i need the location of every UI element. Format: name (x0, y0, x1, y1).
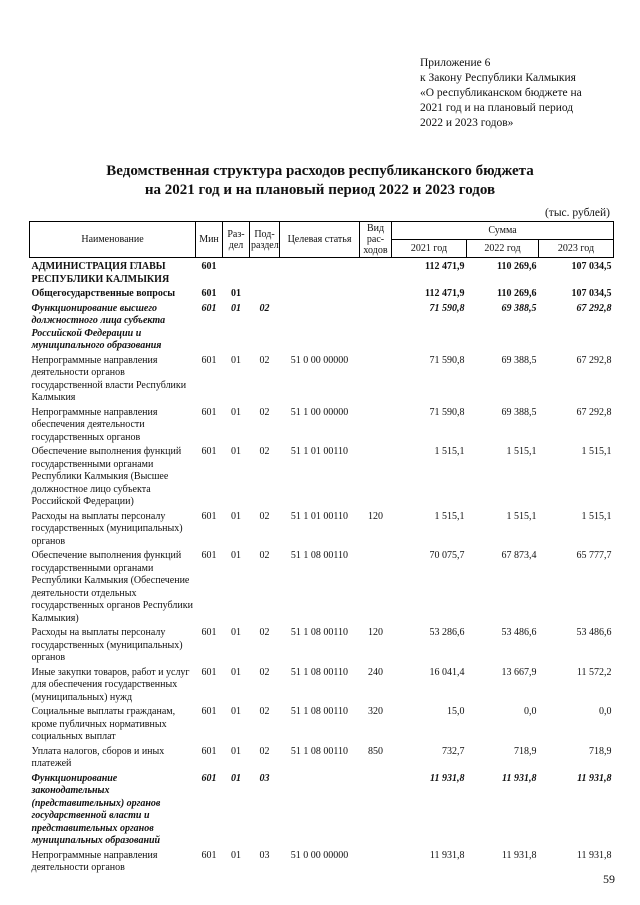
table-row (30, 445, 614, 510)
table-row (30, 302, 614, 354)
cell-razdel: 01 (231, 446, 241, 457)
cell-target: 51 1 08 00110 (290, 627, 349, 638)
header-vid: Вид рас-ходов (360, 222, 392, 258)
table-row (30, 287, 614, 302)
cell-2021: 1 515,1 (434, 510, 465, 522)
header-name: Наименование (30, 222, 196, 258)
cell-vid: 120 (368, 627, 383, 638)
cell-name: Обеспечение выполнения функций государственными органами Республики Калмыкия (Высшее должностное лицо субъекта Российской Федерации) (31, 446, 182, 507)
cell-target: 51 1 08 00110 (290, 745, 349, 757)
cell-min: 601 (201, 550, 217, 561)
cell-vid: 240 (368, 666, 383, 678)
cell-2021: 1 515,1 (434, 446, 465, 457)
cell-target: 51 0 00 00000 (290, 354, 349, 366)
cell-vid (360, 445, 392, 510)
cell-target: 51 1 08 00110 (290, 550, 349, 561)
cell-razdel: 01 (231, 288, 241, 299)
cell-name: АДМИНИСТРАЦИЯ ГЛАВЫ РЕСПУБЛИКИ КАЛМЫКИЯ (31, 261, 170, 285)
cell-2023: 718,9 (589, 745, 612, 757)
cell-name: Непрограммные направления деятельности органов государственной власти Республики Калмыкия (31, 354, 187, 403)
cell-2021: 112 471,9 (425, 261, 465, 272)
appendix-line: 2021 год и на плановый период (420, 102, 574, 114)
cell-2022: 53 486,6 (501, 627, 537, 638)
cell-podrazdel: 03 (259, 849, 270, 861)
appendix-line: «О республиканском бюджете на (420, 87, 582, 99)
cell-razdel: 01 (231, 745, 241, 757)
cell-name: Расходы на выплаты персоналу государственных (муниципальных) органов (31, 627, 183, 663)
cell-2023: 65 777,7 (576, 550, 612, 561)
cell-name: Расходы на выплаты персоналу государственных (муниципальных) органов (31, 510, 183, 547)
table-row (30, 745, 614, 772)
cell-2022: 67 873,4 (501, 550, 537, 561)
cell-2023: 53 486,6 (576, 627, 612, 638)
cell-2023: 67 292,8 (576, 406, 612, 418)
table-row (30, 772, 614, 849)
cell-2023: 67 292,8 (576, 354, 612, 366)
cell-2023: 0,0 (599, 706, 612, 717)
cell-2022: 0,0 (524, 706, 537, 717)
cell-podrazdel: 02 (259, 406, 270, 418)
cell-2022: 69 388,5 (501, 406, 537, 418)
cell-razdel: 01 (231, 627, 241, 638)
cell-razdel: 01 (231, 849, 241, 861)
cell-min: 601 (201, 627, 217, 638)
cell-target: 51 1 00 00000 (290, 406, 349, 418)
header-min: Мин (196, 222, 223, 258)
cell-2023: 11 931,8 (576, 849, 612, 861)
cell-podrazdel: 02 (259, 550, 270, 561)
cell-name: Непрограммные направления деятельности органов (31, 849, 158, 873)
cell-2023: 1 515,1 (581, 510, 612, 522)
header-2023: 2023 год (539, 240, 614, 258)
cell-razdel: 01 (231, 406, 241, 418)
appendix-line: Приложение 6 (420, 57, 491, 69)
cell-2023: 1 515,1 (581, 446, 612, 457)
cell-2021: 70 075,7 (429, 550, 465, 561)
cell-min: 601 (201, 302, 217, 314)
cell-min: 601 (201, 849, 217, 861)
header-target: Целевая статья (280, 222, 360, 258)
cell-2021: 71 590,8 (429, 302, 465, 314)
cell-razdel: 01 (231, 772, 241, 784)
cell-2021: 11 931,8 (430, 772, 465, 784)
table-row (30, 406, 614, 446)
cell-target: 51 0 00 00000 (290, 849, 349, 861)
cell-2022: 718,9 (514, 745, 537, 757)
cell-target: 51 1 01 00110 (290, 510, 349, 522)
cell-2022: 1 515,1 (506, 446, 537, 457)
appendix-line: к Закону Республики Калмыкия (420, 72, 576, 84)
table-row (30, 626, 614, 666)
cell-razdel: 01 (231, 666, 241, 678)
cell-2023: 107 034,5 (571, 261, 612, 272)
cell-min: 601 (201, 510, 217, 522)
cell-vid (360, 354, 392, 406)
cell-vid (360, 258, 392, 288)
budget-table (29, 221, 614, 876)
cell-2023: 67 292,8 (576, 302, 612, 314)
cell-podrazdel: 02 (259, 627, 270, 638)
table-row (30, 666, 614, 706)
cell-min: 601 (201, 406, 217, 418)
cell-vid (360, 772, 392, 849)
table-body (30, 258, 614, 876)
cell-podrazdel: 02 (259, 446, 270, 457)
cell-2021: 53 286,6 (429, 627, 465, 638)
cell-2023: 107 034,5 (571, 288, 612, 299)
cell-podrazdel: 02 (259, 510, 270, 522)
cell-target (280, 302, 360, 354)
cell-min: 601 (201, 288, 217, 299)
cell-vid (360, 549, 392, 626)
cell-min: 601 (201, 261, 217, 272)
cell-vid: 320 (368, 706, 383, 717)
cell-min: 601 (201, 745, 217, 757)
cell-podrazdel (250, 287, 280, 302)
cell-min: 601 (201, 446, 217, 457)
cell-name: Уплата налогов, сборов и иных платежей (31, 745, 165, 769)
cell-2022: 110 269,6 (497, 261, 537, 272)
cell-2021: 15,0 (447, 706, 465, 717)
table-row (30, 354, 614, 406)
cell-vid (360, 287, 392, 302)
cell-2022: 13 667,9 (501, 666, 537, 678)
cell-podrazdel: 02 (259, 354, 270, 366)
cell-vid: 120 (368, 510, 383, 522)
cell-2022: 69 388,5 (501, 354, 537, 366)
cell-2021: 16 041,4 (429, 666, 465, 678)
appendix-line: 2022 и 2023 годов» (420, 117, 514, 129)
cell-razdel: 01 (231, 550, 241, 561)
cell-name: Социальные выплаты гражданам, кроме публичных нормативных социальных выплат (31, 706, 176, 742)
cell-target (280, 258, 360, 288)
cell-2021: 732,7 (442, 745, 465, 757)
cell-razdel: 01 (231, 302, 241, 314)
cell-razdel: 01 (231, 510, 241, 522)
cell-target: 51 1 08 00110 (290, 706, 349, 717)
cell-name: Иные закупки товаров, работ и услуг для обеспечения государственных (муниципальных) нужд (31, 666, 190, 703)
cell-2021: 11 931,8 (429, 849, 465, 861)
cell-name: Непрограммные направления обеспечения деятельности государственных органов (31, 406, 158, 443)
table-row (30, 849, 614, 876)
title-line: Ведомственная структура расходов республиканского бюджета (106, 163, 534, 179)
header-razdel: Раз-дел (223, 222, 250, 258)
table-row (30, 258, 614, 288)
cell-target: 51 1 01 00110 (290, 446, 349, 457)
cell-2023: 11 931,8 (577, 772, 612, 784)
cell-podrazdel (250, 258, 280, 288)
cell-name: Функционирование высшего должностного лица субъекта Российской Федерации и муниципального образования (31, 302, 166, 351)
cell-name: Обеспечение выполнения функций государственными органами Республики Калмыкия (Обеспечение деятельности отдельных государственных органов Республики Калмыкия) (31, 550, 193, 624)
cell-podrazdel: 02 (259, 745, 270, 757)
cell-2022: 11 931,8 (501, 849, 537, 861)
cell-podrazdel: 02 (259, 302, 270, 314)
header-sum: Сумма (392, 222, 614, 240)
cell-2021: 71 590,8 (429, 354, 465, 366)
cell-2023: 11 572,2 (576, 666, 612, 678)
cell-target (280, 772, 360, 849)
cell-target: 51 1 08 00110 (290, 666, 349, 678)
table-row (30, 705, 614, 745)
cell-min: 601 (201, 354, 217, 366)
cell-target (280, 287, 360, 302)
cell-2021: 71 590,8 (429, 406, 465, 418)
cell-vid (360, 406, 392, 446)
table-row (30, 510, 614, 550)
cell-razdel: 01 (231, 354, 241, 366)
cell-min: 601 (201, 666, 217, 678)
cell-razdel: 01 (231, 706, 241, 717)
cell-razdel (223, 258, 250, 288)
page-number: 59 (603, 872, 615, 886)
cell-vid (360, 849, 392, 876)
cell-podrazdel: 02 (259, 706, 270, 717)
title-line: на 2021 год и на плановый период 2022 и 2023 годов (144, 182, 496, 198)
cell-podrazdel: 03 (259, 772, 270, 784)
cell-2021: 112 471,9 (425, 288, 465, 299)
document-title (20, 162, 620, 200)
header-2022: 2022 год (467, 240, 539, 258)
cell-2022: 11 931,8 (502, 772, 537, 784)
cell-2022: 1 515,1 (506, 510, 537, 522)
header-podrazdel: Под-раздел (250, 222, 280, 258)
cell-name: Функционирование законодательных (представительных) органов государственной власти и представительных органов муниципальных образований (31, 772, 161, 846)
cell-min: 601 (201, 706, 217, 717)
cell-2022: 110 269,6 (497, 288, 537, 299)
units-label: (тыс. рублей) (544, 207, 610, 219)
cell-2022: 69 388,5 (501, 302, 537, 314)
cell-vid (360, 302, 392, 354)
cell-vid: 850 (368, 745, 383, 757)
table-row (30, 549, 614, 626)
cell-name: Общегосударственные вопросы (31, 288, 176, 299)
appendix-note (420, 56, 635, 131)
header-2021: 2021 год (392, 240, 467, 258)
cell-podrazdel: 02 (259, 666, 270, 678)
cell-min: 601 (201, 772, 217, 784)
